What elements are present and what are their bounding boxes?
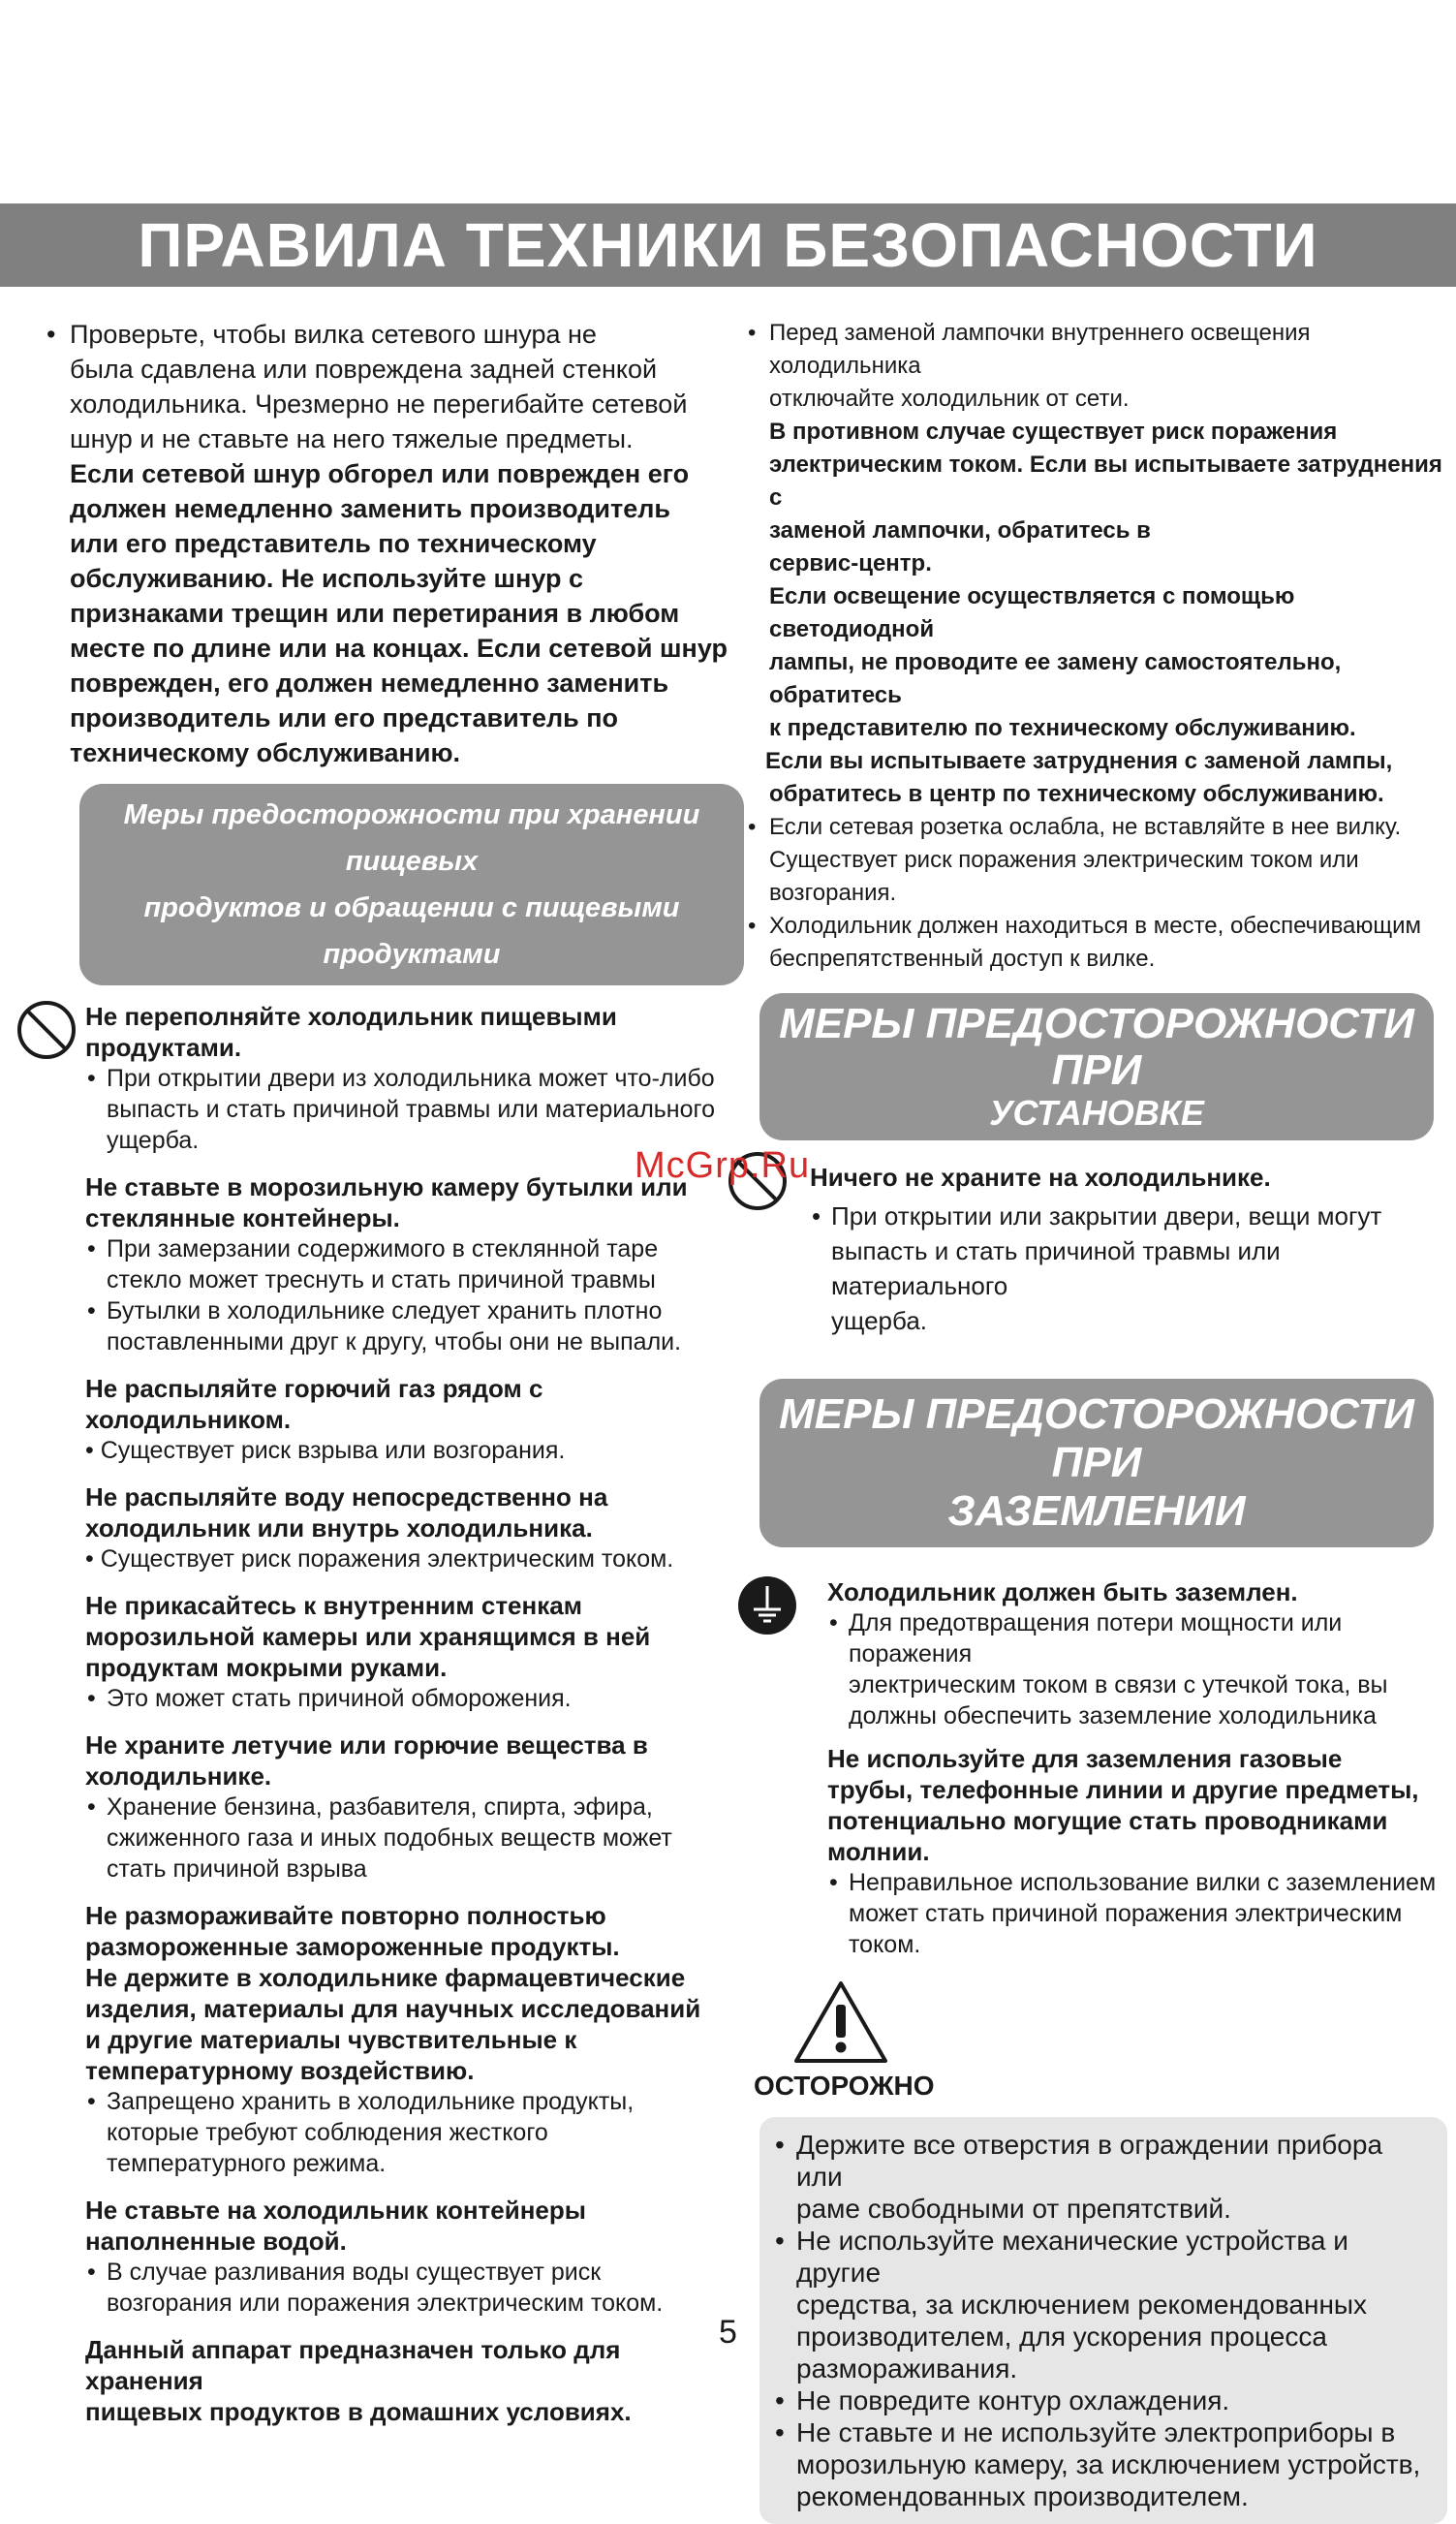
section-wet-hands: Не прикасайтесь к внутренним стенкам морозильной камеры или хранящимся в ней продуктам мокрыми руками. • Это может стать причиной обморожения. — [39, 1590, 736, 1714]
bullet: • — [46, 320, 56, 349]
section-gas: Не распыляйте горючий газ рядом с холодильником. • Существует риск взрыва или возгорания. — [85, 1374, 566, 1464]
location-item: • Холодильник должен находиться в месте, обеспечивающим беспрепятственный доступ к вилке. — [748, 913, 1422, 972]
left-column — [39, 317, 736, 2427]
section-bottles: Не ставьте в морозильную камеру бутылки или стеклянные контейнеры. • При замерзании содержимого в стеклянной таре стекло может треснуть и стать причиной травмы • Бутылки в холодильнике следует хранить плотно поставленными друг к другу, чтобы они не выпали. — [39, 1171, 736, 1357]
list-item: • При открытии или закрытии двери, вещи могут выпасть и стать причиной травмы или материального ущерба. — [812, 1201, 1382, 1335]
list-item: • Не используйте механические устройства и другие средства, за исключением рекомендованных производителем, для ускорения процесса размораживания. — [775, 2226, 1368, 2384]
list-item: • Для предотвращения потери мощности или поражения электрическим током в связи с утечкой тока, вы должны обеспечить заземление холодильника — [829, 1609, 1388, 1729]
ground-precautions-heading: МЕРЫ ПРЕДОСТОРОЖНОСТИ ПРИ ЗАЗЕМЛЕНИИ — [759, 1379, 1434, 1547]
list-item: • Держите все отверстия в ограждении прибора или раме свободными от препятствий. — [775, 2130, 1383, 2224]
ground-warning: Не используйте для заземления газовые трубы, телефонные линии и другие предметы, потенциально могущие стать проводниками молнии. — [827, 1744, 1419, 1866]
prohibition-icon — [15, 999, 77, 1061]
list-item: • Неправильное использование вилки с заземлением может стать причиной поражения электрическим током. — [829, 1869, 1437, 1958]
food-sections — [39, 1001, 736, 2427]
watermark: McGrp.Ru — [635, 1145, 811, 1186]
list-item: • Бутылки в холодильнике следует хранить плотно поставленными друг к другу, чтобы они не выпали. — [87, 1297, 682, 1355]
section-water-containers: Не ставьте на холодильник контейнеры наполненные водой. • В случае разливания воды существует риск возгорания или поражения электрическим током. — [39, 2195, 736, 2319]
lamp-warning: В противном случае существует риск поражения электрическим током. Если вы испытываете затруднения с заменой лампочки, обратитесь в сервис-центр. Если освещение осуществляется с помощью светодиодной лампы, не проводите ее замену самостоятельно, обратитесь к представителю по техническому обслуживанию. Если вы испытываете затруднения с заменой лампы, обратитесь в центр по техническому обслуживанию. — [765, 419, 1442, 807]
section-overfill: Не переполняйте холодильник пищевыми продуктами. • При открытии двери из холодильника может что-либо выпасть и стать причиной травмы или материального ущерба. — [39, 1001, 736, 1156]
list-item: • При открытии двери из холодильника может что-либо выпасть и стать причиной травмы или материального ущерба. — [87, 1065, 715, 1154]
install-precautions-heading: МЕРЫ ПРЕДОСТОРОЖНОСТИ ПРИ УСТАНОВКЕ — [759, 993, 1434, 1140]
ground-icon — [736, 1574, 798, 1636]
section-water: Не распыляйте воду непосредственно на холодильник или внутрь холодильника. • Существует риск поражения электрическим током. — [85, 1482, 674, 1573]
list-item: • При замерзании содержимого в стеклянной таре стекло может треснуть и стать причиной травмы — [87, 1235, 659, 1293]
install-section: Ничего не храните на холодильнике. • При открытии или закрытии двери, вещи могут выпасть и стать причиной травмы или материального ущерба. — [746, 1162, 1448, 1338]
section-volatile: Не храните летучие или горючие вещества в холодильнике. • Хранение бензина, разбавителя, спирта, эфира, сжиженного газа и иных подобных веществ может стать причиной взрыва — [39, 1729, 736, 1885]
list-item: • Не повредите контур охлаждения. — [775, 2385, 1230, 2415]
section-household-use: Данный аппарат предназначен только для хранения пищевых продуктов в домашних условиях. — [85, 2335, 632, 2426]
power-cord-item: • Проверьте, чтобы вилка сетевого шнура не была сдавлена или повреждена задней стенкой холодильника. Чрезмерно не перегибайте сетевой шнур и не ставьте на него тяжелые предметы. Если сетевой шнур обгорел или поврежден его должен немедленно заменить производитель или его представитель по техническому обслуживанию. Не используйте шнур с признаками трещин или перетирания в любом месте по длине или на концах. Если сетевой шнур поврежден, его должен немедленно заменить производитель или его представитель по техническому обслуживанию. — [39, 317, 736, 770]
list-item: • Не ставьте и не используйте электроприборы в морозильную камеру, за исключением устройств, рекомендованных производителем. — [775, 2417, 1421, 2511]
page-title: ПРАВИЛА ТЕХНИКИ БЕЗОПАСНОСТИ — [0, 203, 1456, 287]
lamp-item: • Перед заменой лампочки внутреннего освещения холодильника отключайте холодильник от сети. — [748, 320, 1311, 412]
caution-label: ОСТОРОЖНО — [754, 2071, 935, 2101]
socket-item: • Если сетевая розетка ослабла, не вставляйте в нее вилку. Существует риск поражения электрическим током или возгорания. — [748, 814, 1402, 906]
list-item: • Запрещено хранить в холодильнике продукты, которые требуют соблюдения жесткого температурного режима. — [87, 2088, 635, 2177]
list-item: • Хранение бензина, разбавителя, спирта, эфира, сжиженного газа и иных подобных веществ может стать причиной взрыва — [87, 1793, 672, 1883]
section-refreeze: Не размораживайте повторно полностью размороженные замороженные продукты. Не держите в холодильнике фармацевтические изделия, материалы для научных исследований и другие материалы чувствительные к температурному воздействию. • Запрещено хранить в холодильнике продукты, которые требуют соблюдения жесткого температурного режима. — [39, 1900, 736, 2179]
page-number: 5 — [719, 2314, 737, 2351]
list-item: • В случае разливания воды существует риск возгорания или поражения электрическим током. — [87, 2259, 664, 2317]
caution-block — [746, 1979, 940, 2103]
list-item: • Это может стать причиной обморожения. — [87, 1685, 572, 1712]
food-precautions-heading: Меры предосторожности при хранении пищевых продуктов и обращении с пищевыми продуктами — [79, 784, 744, 985]
warning-triangle-icon — [792, 1979, 889, 2065]
right-column — [746, 317, 1448, 2524]
ground-section: Холодильник должен быть заземлен. • Для предотвращения потери мощности или поражения электрическим током в связи с утечкой тока, вы должны обеспечить заземление холодильника Не используйте для заземления газовые трубы, телефонные линии и другие предметы, потенциально могущие стать проводниками молнии. • Неправильное использование вилки с заземлением может стать причиной поражения электрическим током. — [746, 1576, 1448, 1960]
